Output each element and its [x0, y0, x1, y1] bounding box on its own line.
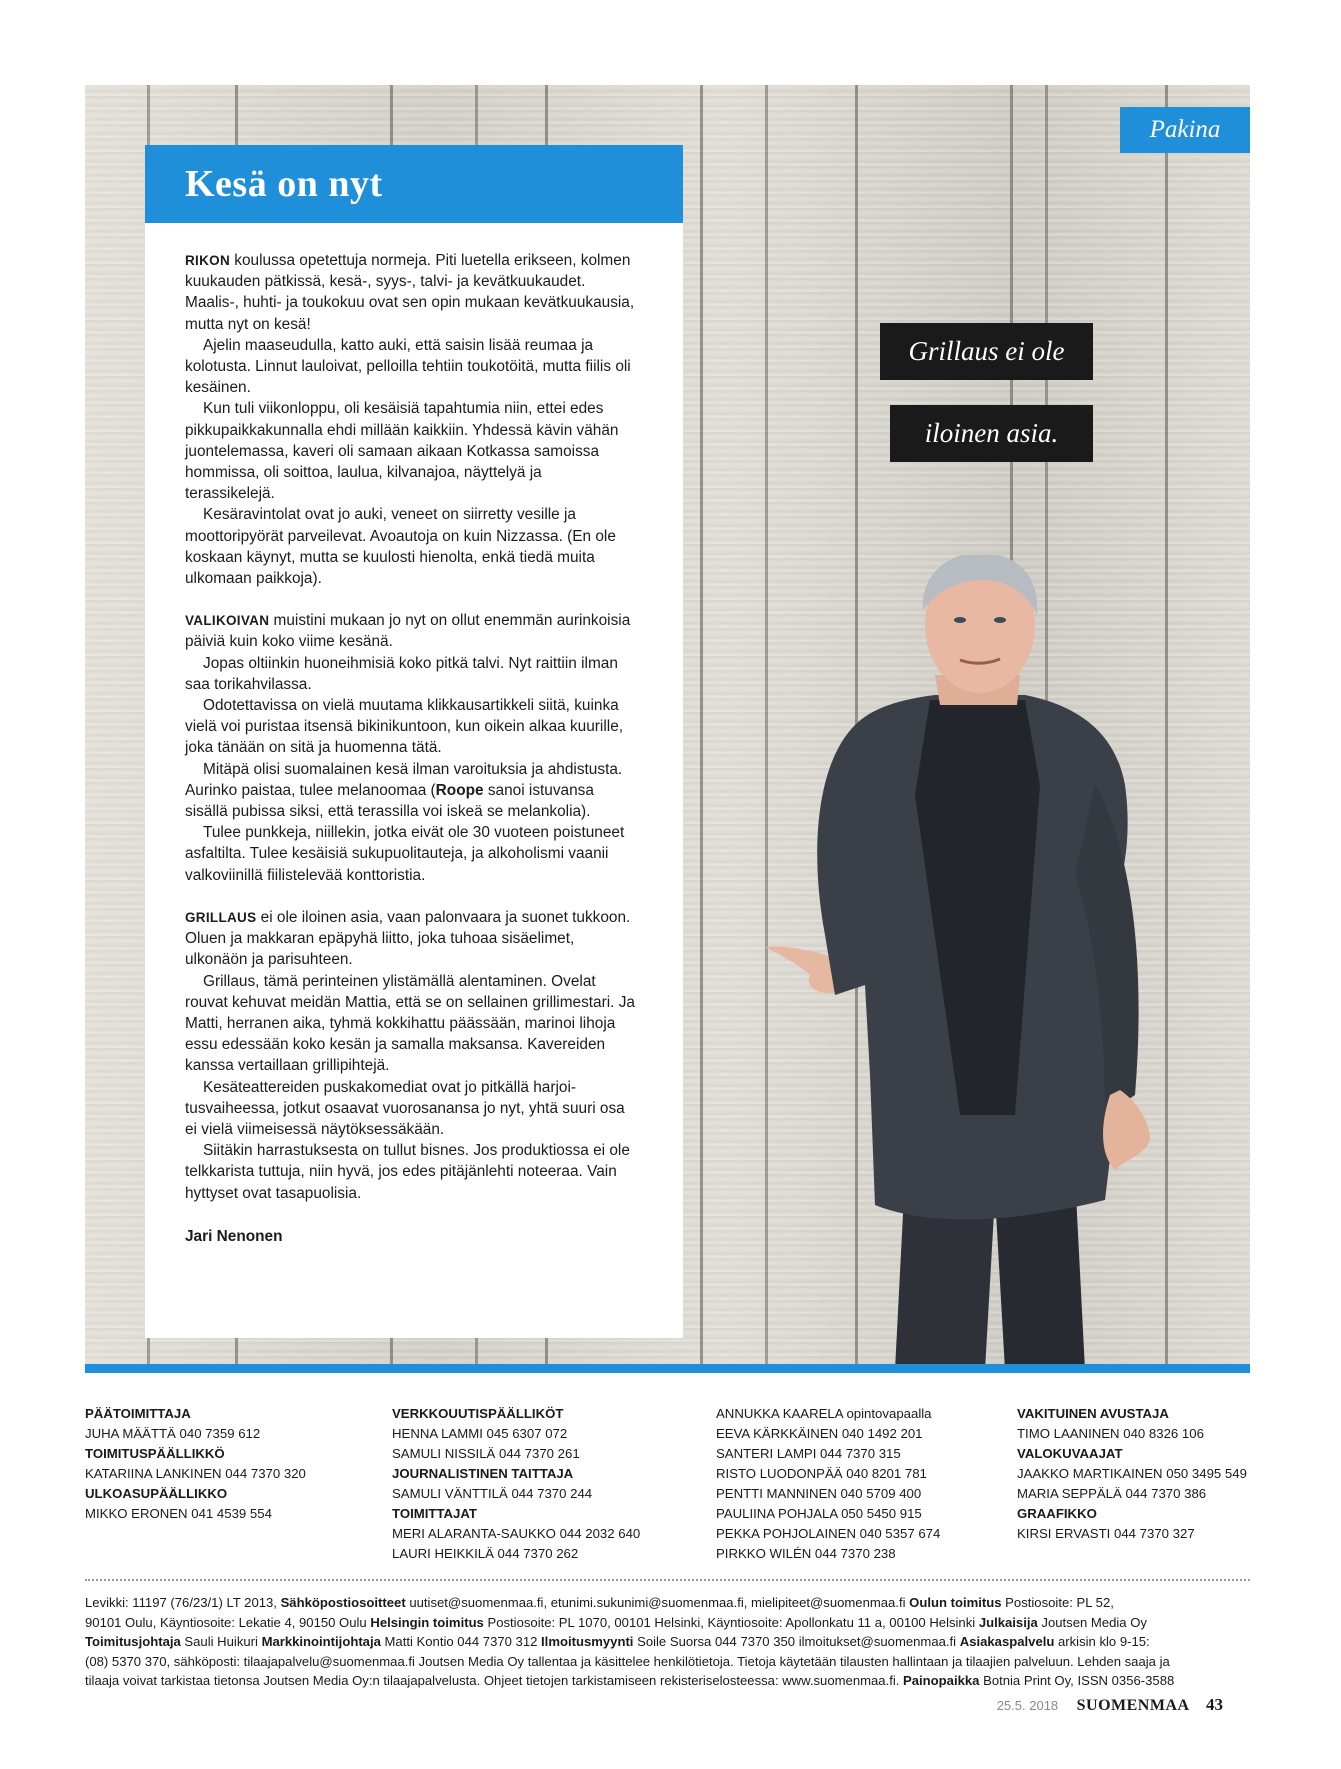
paragraph: Kesäteattereiden puskakomediat ovat jo pitkällä harjoitusvaiheessa, jotkut osaavat vuorosanansa jo nyt, yhtä suuri osa ei vielä viimeisessä näytöksessäkään. — [185, 1078, 625, 1138]
lead-word: GRILLAUS — [185, 909, 257, 925]
staff-contact: PEKKA POHJOLAINEN 040 5357 674 — [716, 1526, 941, 1541]
staff-contact: ANNUKKA KAARELA opintovapaalla — [716, 1406, 932, 1421]
staff-contact: JUHA MÄÄTTÄ 040 7359 612 — [85, 1426, 261, 1441]
staff-contact: KIRSI ERVASTI 044 7370 327 — [1017, 1526, 1195, 1541]
colophon-text: tilaaja voivat tarkistaa tietonsa Joutsen Media Oy:n tilaajapalvelusta. Ohjeet tietojen tarkistamiseen rekisteriselosteessa: www.suomenmaa.fi. — [85, 1673, 904, 1688]
staff-role: ULKOASUPÄÄLLIKKO — [85, 1486, 228, 1501]
brand-name: SUOMENMAA — [1076, 1697, 1190, 1714]
colophon-label: Markkinointijohtaja — [261, 1634, 381, 1649]
colophon-text: Botnia Print Oy, ISSN 0356-3588 — [979, 1673, 1175, 1688]
staff-contact: TIMO LAANINEN 040 8326 106 — [1017, 1426, 1204, 1441]
paragraph-text: koulussa opetettuja normeja. Piti luetella erikseen, kolmen kuukauden pätkissä, kesä-, syys-, talvi- ja kevätkuukaudet. Maalis-, huhti- ja toukokuu ovat sen opin mukaan kevätkuukausia, mutta nyt on kesä! — [185, 252, 635, 333]
staff-role: GRAAFIKKO — [1017, 1506, 1097, 1521]
section-tag: Pakina — [1120, 107, 1250, 153]
staff-contact: MARIA SEPPÄLÄ 044 7370 386 — [1017, 1486, 1207, 1501]
staff-role: VAKITUINEN AVUSTAJA — [1017, 1406, 1169, 1421]
colophon-line — [85, 1671, 1257, 1691]
staff-contact: PIRKKO WILÉN 044 7370 238 — [716, 1546, 896, 1561]
staff-contact: MIKKO ERONEN 041 4539 554 — [85, 1506, 272, 1521]
paragraph: Grillaus, tämä perinteinen ylistämällä alentaminen. Ovelat rouvat kehuvat meidän Mattia, että se on sellainen grillimestari. Ja Matti, herranen aika, tyhmä kokkihattu päässään, marinoi lihoja essu edessään koko kesän ja samalla maksansa. Kavereiden kanssa vertaillaan grillipihtejä. — [185, 972, 635, 1075]
article-body — [185, 250, 635, 1247]
colophon-text: Joutsen Media Oy — [1037, 1614, 1147, 1630]
colophon-line — [85, 1593, 1257, 1613]
paragraph — [185, 907, 635, 971]
dotted-divider — [85, 1579, 1250, 1581]
colophon-text: Levikki: 11197 (76/23/1) LT 2013, — [85, 1595, 281, 1610]
colophon-text: (08) 5370 370, sähköposti: tilaajapalvelu@suomenmaa.fi Joutsen Media Oy tallentaa ja käsittelee henkilötietoja. Tietoja käytetään tilausten hallintaan ja tilaajien palveluun. Lehden saaja ja — [85, 1653, 1170, 1669]
paragraph-text: ei ole iloinen asia, vaan palonvaara ja suonet tukkoon. Oluen ja makkaran epäpyhä liitto, joka tuhoaa sisäelimet, ulkonäön ja parisuhteen. — [185, 908, 631, 969]
colophon-text: Sauli Huikuri — [180, 1634, 262, 1649]
paragraph-text: muistini mukaan jo nyt on ollut enemmän aurinkoisia päiviä kuin koko viime kesänä. — [185, 612, 631, 651]
person-photo — [755, 555, 1195, 1370]
page-footer — [997, 1692, 1223, 1718]
paragraph — [185, 250, 635, 335]
staff-contact: HENNA LAMMI 045 6307 072 — [392, 1426, 568, 1441]
author: Jari Nenonen — [185, 1227, 283, 1245]
colophon-label: Oulun toimitus — [909, 1595, 1002, 1610]
staff-role: VERKKOUUTISPÄÄLLIKÖT — [392, 1406, 564, 1421]
issue-date: 25.5. 2018 — [996, 1698, 1059, 1713]
paragraph: Kun tuli viikonloppu, oli kesäisiä tapahtumia niin, ettei edes pikkupaikkakunnalla ehdi millään kaikkiin. Yhdessä kävin vähän juontelemassa, kaveri oli samaan aikaan Kotkassa samoissa hommissa, oli soittoa, laulua, kilvanajoa, näyttelyä ja terassikelejä. — [185, 400, 619, 503]
lead-word: VALIKOIVAN — [185, 613, 270, 629]
colophon-text: Soile Suorsa 044 7370 350 ilmoitukset@suomenmaa.fi — [633, 1634, 960, 1649]
divider — [85, 1364, 1250, 1373]
staff-contact: SANTERI LAMPI 044 7370 315 — [716, 1446, 901, 1461]
staff-role: TOIMITTAJAT — [392, 1506, 477, 1521]
lead-word: RIKON — [185, 253, 230, 268]
colophon-line — [85, 1652, 1257, 1672]
staff-contact: EEVA KÄRKKÄINEN 040 1492 201 — [716, 1426, 923, 1441]
paragraph: Siitäkin harrastuksesta on tullut bisnes. Jos produktiossa ei ole telkkarista tuttuja, niin hyvä, jos edes pitäjänlehti noteeraa. Vain hyttyset ovat tasapuolisia. — [185, 1142, 630, 1202]
staff-contact: KATARIINA LANKINEN 044 7370 320 — [85, 1466, 306, 1481]
colophon-text: Postiosoite: PL 1070, 00101 Helsinki, Käyntiosoite: Apollonkatu 11 a, 00100 Helsinki — [483, 1614, 979, 1630]
colophon-label: Asiakaspalvelu — [959, 1634, 1055, 1649]
colophon-label: Julkaisija — [978, 1614, 1038, 1630]
colophon-text: 90101 Oulu, Käyntiosoite: Lekatie 4, 90150 Oulu — [85, 1614, 371, 1630]
colophon-text: uutiset@suomenmaa.fi, etunimi.sukunimi@suomenmaa.fi, mielipiteet@suomenmaa.fi — [405, 1595, 910, 1610]
paragraph — [185, 610, 635, 652]
colophon-label: Painopaikka — [903, 1673, 980, 1688]
page-number: 43 — [1206, 1695, 1223, 1714]
staff-contact: PAULIINA POHJALA 050 5450 915 — [716, 1506, 922, 1521]
colophon-text: Postiosoite: PL 52, — [1001, 1595, 1114, 1610]
paragraph: Odotettavissa on vielä muutama klikkausartikkeli siitä, kuinka vielä voi puristaa itsensä bikinikuntoon, kun oikein alkaa kuurille, joka tänään on sitä ja huomenna tätä. — [185, 697, 624, 757]
colophon-line — [85, 1632, 1257, 1652]
staff-contact: LAURI HEIKKILÄ 044 7370 262 — [392, 1546, 579, 1561]
paragraph: Tulee punkkeja, niillekin, jotka eivät ole 30 vuoteen poistuneet asfaltilta. Tulee kesäisiä sukupuolitauteja, ja alkoholismi vaanii valkoviinillä fiilistelevää konttoristia. — [185, 824, 625, 884]
colophon-label: Helsingin toimitus — [370, 1614, 484, 1630]
paragraph-text: Mitäpä olisi suomalainen kesä ilman varoituksia ja ahdistusta. Aurinko paistaa, tulee melanoomaa ( — [185, 760, 623, 799]
staff-contact: JAAKKO MARTIKAINEN 050 3495 549 — [1017, 1466, 1247, 1481]
article-panel — [145, 223, 683, 1338]
staff-column — [1017, 1404, 1247, 1544]
paragraph: Kesäravintolat ovat jo auki, veneet on siirretty vesille ja moottoripyörät parveilevat. Avoautoja on kuin Nizzassa. (En ole koskaan käynyt, mutta se kuulosti hienolta, enkä tiedä muita ulkomaan paikkoja). — [185, 506, 616, 588]
pull-quote-line: iloinen asia. — [890, 405, 1093, 462]
staff-role: VALOKUVAAJAT — [1017, 1446, 1123, 1461]
staff-contact: SAMULI NISSILÄ 044 7370 261 — [392, 1446, 580, 1461]
colophon-line — [85, 1613, 1257, 1633]
colophon-text: arkisin klo 9-15: — [1054, 1634, 1150, 1649]
paragraph-text: sanoi istuvansa sisällä pubissa siksi, että terassilla voi iskeä se melankolia). — [185, 781, 594, 821]
staff-contact: RISTO LUODONPÄÄ 040 8201 781 — [716, 1466, 927, 1481]
colophon-label: Sähköpostiosoitteet — [280, 1595, 406, 1610]
article-title: Kesä on nyt — [185, 163, 383, 205]
staff-column — [392, 1404, 640, 1564]
colophon-label: Toimitusjohtaja — [85, 1634, 181, 1649]
paragraph — [185, 759, 635, 823]
staff-contact: PENTTI MANNINEN 040 5709 400 — [716, 1486, 922, 1501]
staff-column — [716, 1404, 940, 1564]
colophon-text: Matti Kontio 044 7370 312 — [380, 1634, 542, 1649]
staff-contact: SAMULI VÄNTTILÄ 044 7370 244 — [392, 1486, 593, 1501]
bold-name: Roope — [435, 781, 484, 799]
staff-role: TOIMITUSPÄÄLLIKKÖ — [85, 1446, 225, 1461]
staff-contact: MERI ALARANTA-SAUKKO 044 2032 640 — [392, 1526, 641, 1541]
title-bar — [145, 145, 683, 223]
paragraph: Jopas oltiinkin huoneihmisiä koko pitkä talvi. Nyt raittiin ilman saa torikahvilassa. — [185, 654, 618, 693]
staff-column — [85, 1404, 306, 1524]
pull-quote-line: Grillaus ei ole — [880, 323, 1093, 380]
staff-role: JOURNALISTINEN TAITTAJA — [392, 1466, 574, 1481]
paragraph: Ajelin maaseudulla, katto auki, että saisin lisää reumaa ja kolotusta. Linnut lauloivat, pelloilla tehtiin toukotöitä, mutta fiilis oli kesäinen. — [185, 336, 631, 397]
colophon — [85, 1593, 1257, 1691]
colophon-label: Ilmoitusmyynti — [541, 1634, 634, 1649]
staff-role: PÄÄTOIMITTAJA — [85, 1406, 191, 1421]
